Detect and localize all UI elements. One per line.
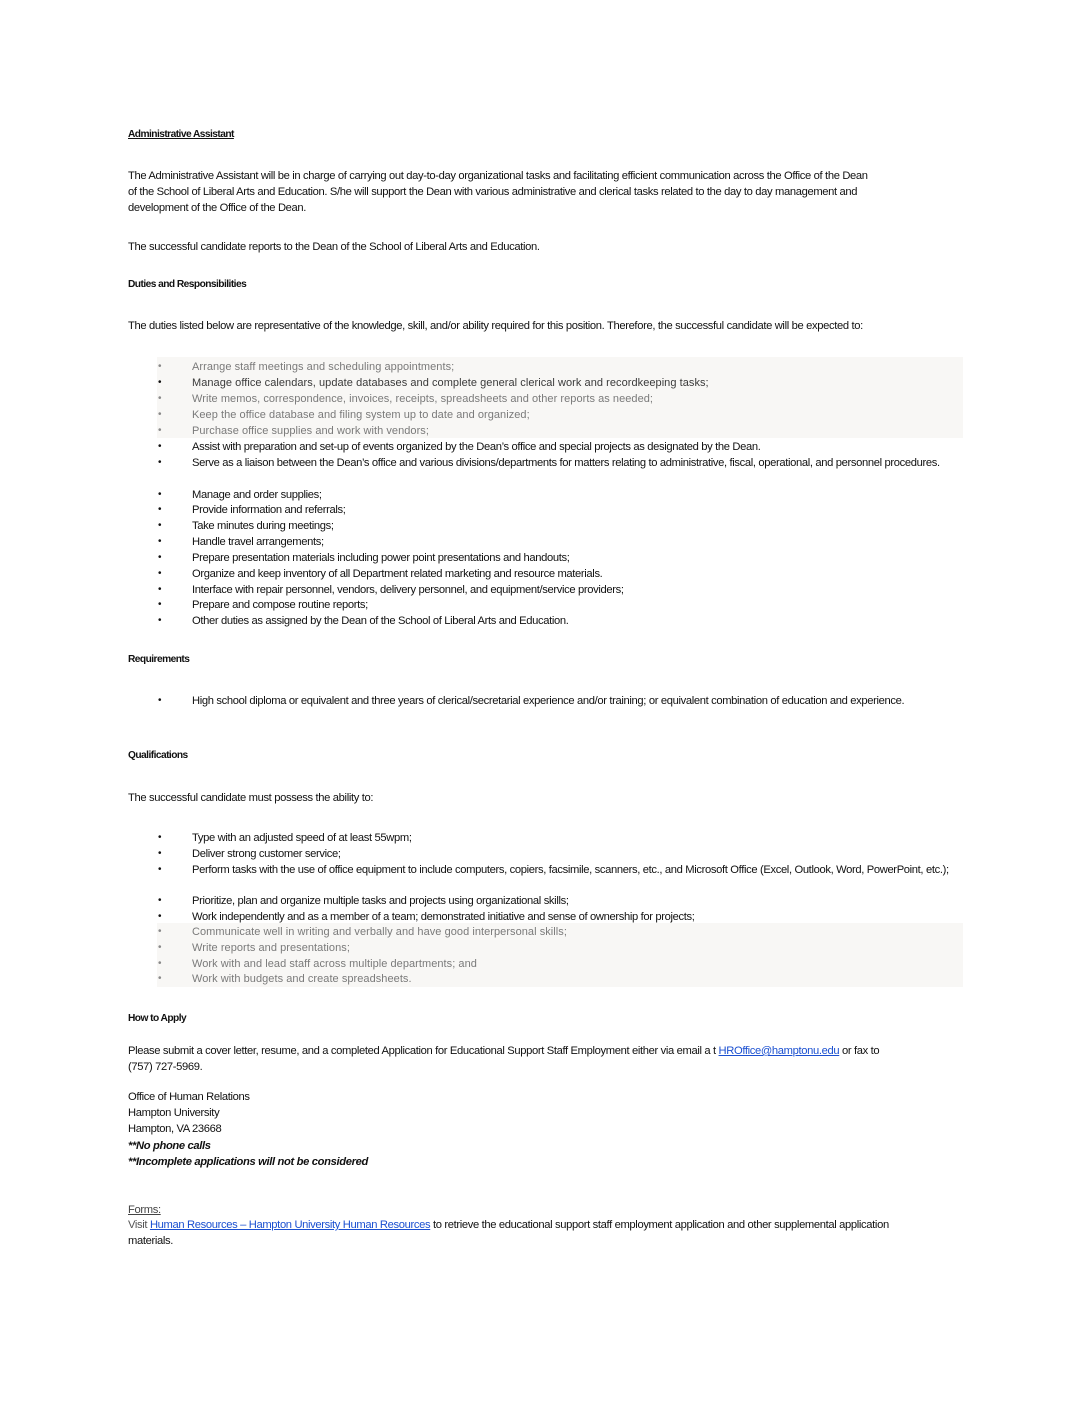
bullet-icon: • [158,409,162,420]
address-line-2: Hampton University [128,1107,220,1119]
bullet-icon: • [158,504,162,515]
bullet-icon: • [158,832,162,843]
bullet-icon: • [158,864,162,875]
qualifications-lead: The successful candidate must possess the ability to: [128,792,374,804]
bullet-icon: • [158,911,162,922]
bullet-icon: • [158,584,162,595]
bullet-icon: • [158,520,162,531]
qualification-item: • Work with and lead staff across multiple departments; and [158,958,477,970]
intro-line-1: The Administrative Assistant will be in charge of carrying out day-to-day organizational tasks and facilitating efficient communication across the Office of the Dean [128,170,868,182]
qualifications-heading: Qualifications [128,750,188,761]
qualification-item: • Work with budgets and create spreadsheets. [158,973,412,985]
bullet-icon: • [158,942,162,953]
bullet-icon: • [158,361,162,372]
duty-item: • Other duties as assigned by the Dean of the School of Liberal Arts and Education. [158,615,569,627]
duty-item: • Prepare and compose routine reports; [158,599,368,611]
reports-to-text: The successful candidate reports to the Dean of the School of Liberal Arts and Education. [128,241,540,253]
qualification-item: • Type with an adjusted speed of at least 55wpm; [158,832,412,844]
duty-item: • Provide information and referrals; [158,504,346,516]
bullet-icon: • [158,599,162,610]
duty-item: • Organize and keep inventory of all Department related marketing and resource materials. [158,568,603,580]
bullet-icon: • [158,377,162,388]
bullet-icon: • [158,848,162,859]
qualification-item: • Work independently and as a member of a team; demonstrated initiative and sense of ownership for projects; [158,911,695,923]
note-incomplete-applications: **Incomplete applications will not be considered [128,1156,368,1168]
duties-lead: The duties listed below are representative of the knowledge, skill, and/or ability required for this position. Therefore, the successful candidate will be expected to: [128,320,863,332]
bullet-icon: • [158,568,162,579]
bullet-icon: • [158,958,162,969]
requirement-item: • High school diploma or equivalent and three years of clerical/secretarial experience and/or training; or equivalent combination of education and experience. [158,695,905,707]
bullet-icon: • [158,441,162,452]
duty-item: • Manage and order supplies; [158,489,322,501]
note-no-phone-calls: **No phone calls [128,1140,211,1152]
qualification-item: • Prioritize, plan and organize multiple tasks and projects using organizational skills; [158,895,569,907]
intro-line-3: development of the Office of the Dean. [128,202,307,214]
bullet-icon: • [158,895,162,906]
duty-item: • Manage office calendars, update databases and complete general clerical work and recordkeeping tasks; [158,377,709,389]
duty-item: • Prepare presentation materials including power point presentations and handouts; [158,552,570,564]
duty-item: • Handle travel arrangements; [158,536,324,548]
bullet-icon: • [158,457,162,468]
intro-line-2: of the School of Liberal Arts and Education. S/he will support the Dean with various administrative and clerical tasks related to the day to day management and [128,186,858,198]
bullet-icon: • [158,695,162,706]
qualification-item: • Communicate well in writing and verbally and have good interpersonal skills; [158,926,567,938]
duty-item: • Serve as a liaison between the Dean’s office and various divisions/departments for matters relating to administrative, fiscal, operational, and personnel procedures. [158,457,940,469]
fax-number: (757) 727-5969. [128,1061,203,1073]
qualification-item: • Write reports and presentations; [158,942,350,954]
apply-instructions: Please submit a cover letter, resume, and a completed Application for Educational Support Staff Employment either via email a t HROffice@hamptonu.edu or fax to [128,1045,880,1057]
bullet-icon: • [158,393,162,404]
duty-item: • Interface with repair personnel, vendors, delivery personnel, and equipment/service providers; [158,584,624,596]
email-link[interactable]: HROffice@hamptonu.edu [718,1045,840,1057]
address-line-1: Office of Human Relations [128,1091,250,1103]
hr-website-link[interactable]: Human Resources – Hampton University Human Resources [149,1219,431,1231]
qualification-item: • Perform tasks with the use of office equipment to include computers, copiers, facsimile, scanners, etc., and Microsoft Office (Excel, Outlook, Word, PowerPoint, etc.); [158,864,949,876]
bullet-icon: • [158,489,162,500]
duties-heading: Duties and Responsibilities [128,279,247,290]
duty-item: • Write memos, correspondence, invoices, receipts, spreadsheets and other reports as needed; [158,393,654,405]
bullet-icon: • [158,552,162,563]
duty-item: • Take minutes during meetings; [158,520,334,532]
bullet-icon: • [158,973,162,984]
how-to-apply-heading: How to Apply [128,1013,187,1024]
duty-item: • Purchase office supplies and work with vendors; [158,425,429,437]
duty-item: • Keep the office database and filing system up to date and organized; [158,409,530,421]
forms-heading: Forms: [128,1204,161,1216]
forms-instructions: Visit Human Resources – Hampton University Human Resources to retrieve the educational support staff employment application and other supplemental application [128,1219,889,1231]
requirements-heading: Requirements [128,654,190,665]
duty-item: • Arrange staff meetings and scheduling appointments; [158,361,455,373]
job-title: Administrative Assistant [128,129,234,140]
qualification-item: • Deliver strong customer service; [158,848,341,860]
bullet-icon: • [158,615,162,626]
address-line-3: Hampton, VA 23668 [128,1123,222,1135]
bullet-icon: • [158,425,162,436]
forms-instructions-line-2: materials. [128,1235,173,1247]
bullet-icon: • [158,536,162,547]
bullet-icon: • [158,926,162,937]
duty-item: • Assist with preparation and set-up of events organized by the Dean’s office and special projects as designated by the Dean. [158,441,761,453]
